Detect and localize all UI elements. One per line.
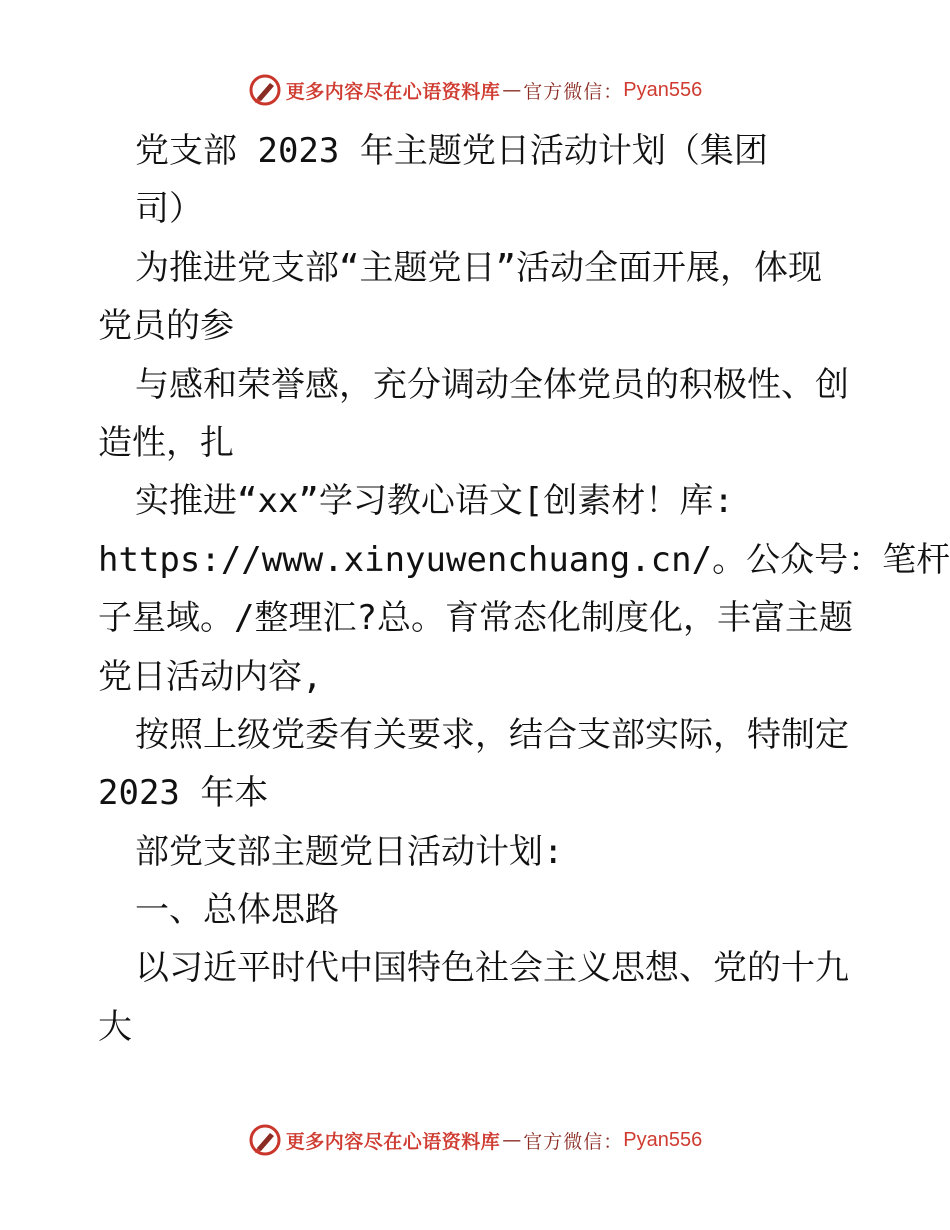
- text-line: 以习近平时代中国特色社会主义思想、党的十九: [135, 948, 849, 989]
- pen-logo-icon: [248, 73, 282, 107]
- watermark-main-text: 更多内容尽在心语资料库: [285, 1130, 501, 1153]
- watermark-sub-text: 官方微信：: [523, 80, 624, 103]
- watermark-main-text: 更多内容尽在心语资料库: [285, 80, 501, 103]
- text-line: 与感和荣誉感，充分调动全体党员的积极性、创: [135, 364, 849, 405]
- watermark-sub-text: 官方微信：: [523, 1130, 624, 1153]
- document-body: [98, 122, 950, 1056]
- watermark-dash: —: [502, 1129, 522, 1151]
- footer-watermark: [0, 1120, 950, 1160]
- text-line: 一、总体思路: [135, 890, 339, 931]
- text-line: 党员的参: [98, 306, 234, 347]
- text-line: 大: [98, 1006, 132, 1047]
- header-watermark: [0, 70, 950, 110]
- text-line: https://www.xinyuwenchuang.cn/。公众号：笔杆: [98, 539, 950, 580]
- text-line: 实推进“xx”学习教心语文[创素材！库:: [135, 481, 734, 522]
- pen-logo-icon: [248, 1123, 282, 1157]
- text-line: 子星域。/整理汇?总。育常态化制度化，丰富主题: [98, 598, 853, 639]
- text-line: 部党支部主题党日活动计划:: [135, 831, 564, 872]
- text-line: 造性，扎: [98, 422, 234, 463]
- watermark-id: Pyan556: [623, 78, 703, 101]
- watermark-dash: —: [502, 79, 522, 101]
- watermark-id: Pyan556: [623, 1128, 703, 1151]
- text-line: 司）: [135, 189, 203, 230]
- text-line: 按照上级党委有关要求，结合支部实际，特制定: [135, 714, 849, 755]
- text-line: 为推进党支部“主题党日”活动全面开展，体现: [135, 247, 822, 288]
- text-line: 党支部 2023 年主题党日活动计划（集团: [135, 131, 768, 171]
- text-line: 党日活动内容,: [98, 656, 323, 697]
- text-line: 2023 年本: [98, 773, 269, 814]
